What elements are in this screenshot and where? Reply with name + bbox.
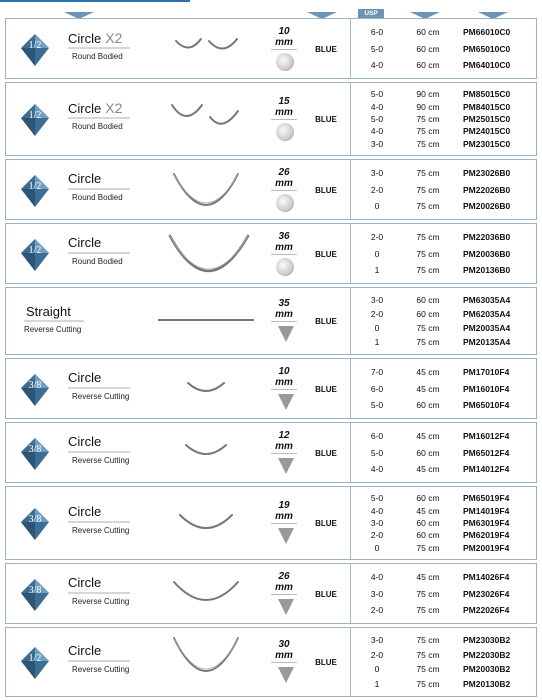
usp-size: 6-0 xyxy=(370,431,384,442)
curvature-diamond-icon: 3/8 xyxy=(20,507,50,537)
needle-image xyxy=(166,634,246,680)
variant-list xyxy=(351,83,537,157)
thread-length: 60 cm xyxy=(416,530,440,541)
divider xyxy=(271,389,297,390)
needle-image xyxy=(156,316,256,324)
needle-type: Circle xyxy=(68,170,102,186)
variant-list xyxy=(351,19,537,80)
product-code: PM20135A4 xyxy=(463,337,511,347)
suture-color: BLUE xyxy=(315,384,337,394)
thread-length: 75 cm xyxy=(416,635,440,646)
thread-length: 45 cm xyxy=(416,367,440,378)
thread-length: 90 cm xyxy=(416,101,440,112)
thread-length: 75 cm xyxy=(416,200,440,211)
thread-length: 60 cm xyxy=(416,295,440,305)
thread-length: 45 cm xyxy=(416,383,440,394)
product-code: PM25015C0 xyxy=(463,114,511,124)
product-code: PM20030B2 xyxy=(463,664,511,675)
thread-length: 75 cm xyxy=(416,232,440,243)
suture-color: BLUE xyxy=(315,185,337,195)
point-type: Reverse Cutting xyxy=(72,596,130,606)
divider xyxy=(271,321,297,322)
usp-size: 4-0 xyxy=(370,505,384,516)
suture-color: BLUE xyxy=(315,249,337,259)
divider xyxy=(68,117,130,119)
needle-type: Straight xyxy=(26,304,71,319)
product-code: PM23026F4 xyxy=(463,588,510,599)
point-type: Reverse Cutting xyxy=(24,325,82,334)
needle-length: 26 mm xyxy=(275,166,293,189)
product-code: PM22026F4 xyxy=(463,604,510,615)
suture-color: BLUE xyxy=(315,317,337,326)
divider xyxy=(271,523,297,524)
needle-type: Circle xyxy=(68,643,102,658)
usp-size: 5-0 xyxy=(370,114,384,124)
usp-size: 3-0 xyxy=(370,518,384,528)
product-code: PM65019F4 xyxy=(463,493,510,504)
divider xyxy=(68,660,130,662)
product-code: PM22026B0 xyxy=(463,184,511,195)
needle-length: 12 mm xyxy=(275,429,293,452)
thread-length: 75 cm xyxy=(416,337,440,347)
suture-color: BLUE xyxy=(315,115,337,124)
product-code: PM64010C0 xyxy=(463,59,511,70)
usp-size: 5-0 xyxy=(370,89,384,100)
usp-size: 6-0 xyxy=(370,27,384,38)
product-row xyxy=(5,358,537,419)
needle-image xyxy=(182,441,230,461)
thread-length: 75 cm xyxy=(416,649,440,660)
divider xyxy=(24,320,84,322)
product-row xyxy=(5,486,537,560)
product-code: PM20130B2 xyxy=(463,678,511,689)
usp-size: 2-0 xyxy=(370,530,384,541)
usp-size: 4-0 xyxy=(370,463,384,474)
product-code: PM22036B0 xyxy=(463,232,511,243)
usp-size: 4-0 xyxy=(370,59,384,70)
usp-size: 3-0 xyxy=(370,138,384,149)
divider xyxy=(68,521,130,523)
usp-size: 5-0 xyxy=(370,447,384,458)
curvature-diamond-icon: 1/2 xyxy=(20,646,50,676)
usp-size: 7-0 xyxy=(370,367,384,378)
divider xyxy=(271,190,297,191)
product-row xyxy=(5,18,537,79)
curvature-diamond-icon: 1/2 xyxy=(20,33,50,63)
usp-size: 3-0 xyxy=(370,168,384,179)
product-code: PM63035A4 xyxy=(463,295,511,305)
thread-length: 60 cm xyxy=(416,518,440,528)
thread-length: 45 cm xyxy=(416,572,440,583)
round-point-icon xyxy=(276,258,294,276)
curvature-diamond-icon: 3/8 xyxy=(20,437,50,467)
usp-size: 5-0 xyxy=(370,399,384,410)
usp-size: 4-0 xyxy=(370,101,384,112)
point-type: Round Bodied xyxy=(72,256,123,266)
usp-size: 2-0 xyxy=(370,604,384,615)
usp-size: 3-0 xyxy=(370,635,384,646)
needle-type: Circle xyxy=(68,369,102,385)
divider xyxy=(271,254,297,255)
usp-size: 1 xyxy=(374,678,380,689)
thread-length: 45 cm xyxy=(416,505,440,516)
curvature-diamond-icon: 1/2 xyxy=(20,103,50,133)
needle-image xyxy=(170,578,242,608)
product-code: PM20136B0 xyxy=(463,264,511,275)
variant-list xyxy=(351,160,537,221)
suture-color: BLUE xyxy=(315,448,337,458)
product-code: PM65010C0 xyxy=(463,43,511,54)
usp-header-badge: USP xyxy=(358,9,384,19)
thread-length: 75 cm xyxy=(416,248,440,259)
thread-length: 75 cm xyxy=(416,678,440,689)
usp-size: 1 xyxy=(374,337,380,347)
point-type: Reverse Cutting xyxy=(72,391,130,401)
variant-list xyxy=(351,224,537,285)
divider xyxy=(68,188,130,190)
usp-size: 2-0 xyxy=(370,309,384,319)
suture-color: BLUE xyxy=(315,44,337,54)
variant-list xyxy=(351,564,537,625)
product-code: PM62035A4 xyxy=(463,309,511,319)
thread-length: 60 cm xyxy=(416,43,440,54)
divider xyxy=(68,47,130,49)
curvature-diamond-icon: 1/2 xyxy=(20,174,50,204)
product-code: PM20026B0 xyxy=(463,200,511,211)
needle-length: 10 mm xyxy=(275,25,293,48)
product-code: PM14019F4 xyxy=(463,505,510,516)
thread-length: 60 cm xyxy=(416,309,440,319)
divider xyxy=(271,49,297,50)
product-row xyxy=(5,159,537,220)
needle-length: 36 mm xyxy=(275,230,293,253)
suture-color: BLUE xyxy=(315,589,337,599)
product-row xyxy=(5,627,537,697)
needle-length: 15 mm xyxy=(275,96,293,118)
thread-length: 75 cm xyxy=(416,184,440,195)
round-point-icon xyxy=(276,194,294,212)
needle-image xyxy=(166,166,246,214)
cutting-point-icon xyxy=(278,528,294,544)
product-code: PM23030B2 xyxy=(463,635,511,646)
thread-length: 75 cm xyxy=(416,168,440,179)
divider xyxy=(271,119,297,120)
needle-type: Circle X2 xyxy=(68,100,123,116)
usp-size: 3-0 xyxy=(370,588,384,599)
needle-length: 26 mm xyxy=(275,570,293,593)
divider xyxy=(271,453,297,454)
divider xyxy=(271,662,297,663)
product-row xyxy=(5,422,537,483)
thread-length: 75 cm xyxy=(416,604,440,615)
thread-length: 60 cm xyxy=(416,493,440,504)
usp-size: 1 xyxy=(374,264,380,275)
thread-length: 60 cm xyxy=(416,59,440,70)
product-code: PM14012F4 xyxy=(463,463,510,474)
cutting-point-icon xyxy=(278,599,294,615)
curvature-diamond-icon: 1/2 xyxy=(20,238,50,268)
product-row xyxy=(5,563,537,624)
variant-list xyxy=(351,487,537,561)
thread-length: 45 cm xyxy=(416,431,440,442)
usp-size: 3-0 xyxy=(370,295,384,305)
needle-length: 30 mm xyxy=(275,639,293,661)
needle-type: Circle xyxy=(68,433,102,449)
curvature-diamond-icon: 3/8 xyxy=(20,578,50,608)
round-point-icon xyxy=(276,53,294,71)
divider xyxy=(68,387,130,389)
product-code: PM16012F4 xyxy=(463,431,510,442)
divider xyxy=(68,451,130,453)
round-point-icon xyxy=(276,123,294,141)
usp-size: 0 xyxy=(374,248,380,259)
product-code: PM22030B2 xyxy=(463,649,511,660)
usp-size: 0 xyxy=(374,200,380,211)
product-code: PM85015C0 xyxy=(463,89,511,100)
variant-list xyxy=(351,359,537,420)
thread-length: 75 cm xyxy=(416,542,440,553)
product-code: PM23026B0 xyxy=(463,168,511,179)
needle-type: Circle xyxy=(68,574,102,590)
usp-size: 2-0 xyxy=(370,649,384,660)
needle-image xyxy=(166,97,246,133)
thread-length: 60 cm xyxy=(416,27,440,38)
curvature-diamond-icon: 3/8 xyxy=(20,373,50,403)
cutting-point-icon xyxy=(278,394,294,410)
thread-length: 45 cm xyxy=(416,463,440,474)
thread-length: 75 cm xyxy=(416,664,440,675)
suture-color: BLUE xyxy=(315,519,337,528)
thread-length: 75 cm xyxy=(416,588,440,599)
product-code: PM16010F4 xyxy=(463,383,510,394)
needle-length: 35 mm xyxy=(275,298,293,320)
point-type: Round Bodied xyxy=(72,51,123,61)
usp-size: 0 xyxy=(374,542,380,553)
usp-size: 4-0 xyxy=(370,572,384,583)
variant-list xyxy=(351,628,537,698)
product-code: PM17010F4 xyxy=(463,367,510,378)
divider xyxy=(271,594,297,595)
product-code: PM63019F4 xyxy=(463,518,510,528)
divider xyxy=(68,592,130,594)
product-code: PM20019F4 xyxy=(463,542,510,553)
thread-length: 75 cm xyxy=(416,138,440,149)
needle-image xyxy=(171,33,241,59)
product-code: PM62019F4 xyxy=(463,530,510,541)
product-row xyxy=(5,223,537,284)
needle-type: Circle xyxy=(68,504,102,519)
needle-type: Circle X2 xyxy=(68,29,123,46)
cutting-point-icon xyxy=(278,326,294,342)
product-row xyxy=(5,287,537,355)
thread-length: 90 cm xyxy=(416,89,440,100)
divider xyxy=(68,252,130,254)
product-code: PM20035A4 xyxy=(463,323,511,333)
variant-list xyxy=(351,423,537,484)
product-code: PM20036B0 xyxy=(463,248,511,259)
point-type: Reverse Cutting xyxy=(72,526,130,535)
point-type: Round Bodied xyxy=(72,122,123,131)
usp-size: 5-0 xyxy=(370,43,384,54)
needle-length: 19 mm xyxy=(275,500,293,522)
needle-image xyxy=(184,379,228,397)
product-code: PM84015C0 xyxy=(463,101,511,112)
variant-list xyxy=(351,288,537,356)
product-code: PM65012F4 xyxy=(463,447,510,458)
point-type: Reverse Cutting xyxy=(72,665,130,674)
double-needle-label: X2 xyxy=(105,100,123,116)
thread-length: 75 cm xyxy=(416,323,440,333)
product-code: PM66010C0 xyxy=(463,27,511,38)
thread-length: 75 cm xyxy=(416,126,440,137)
thread-length: 75 cm xyxy=(416,114,440,124)
cutting-point-icon xyxy=(278,458,294,474)
usp-size: 4-0 xyxy=(370,126,384,137)
usp-size: 0 xyxy=(374,323,380,333)
usp-size: 5-0 xyxy=(370,493,384,504)
needle-type: Circle xyxy=(68,234,102,250)
product-code: PM65010F4 xyxy=(463,399,510,410)
product-code: PM14026F4 xyxy=(463,572,510,583)
product-code: PM24015C0 xyxy=(463,126,511,137)
suture-color: BLUE xyxy=(315,658,337,667)
product-row xyxy=(5,82,537,156)
double-needle-label: X2 xyxy=(105,29,123,46)
point-type: Round Bodied xyxy=(72,192,123,202)
needle-image xyxy=(176,511,236,535)
usp-size: 2-0 xyxy=(370,184,384,195)
usp-size: 6-0 xyxy=(370,383,384,394)
top-rule xyxy=(0,0,190,2)
point-type: Reverse Cutting xyxy=(72,455,130,465)
thread-length: 60 cm xyxy=(416,447,440,458)
thread-length: 75 cm xyxy=(416,264,440,275)
needle-image xyxy=(164,230,254,282)
thread-length: 60 cm xyxy=(416,399,440,410)
cutting-point-icon xyxy=(278,667,294,683)
product-code: PM23015C0 xyxy=(463,138,511,149)
needle-length: 10 mm xyxy=(275,365,293,388)
usp-size: 2-0 xyxy=(370,232,384,243)
usp-size: 0 xyxy=(374,664,380,675)
